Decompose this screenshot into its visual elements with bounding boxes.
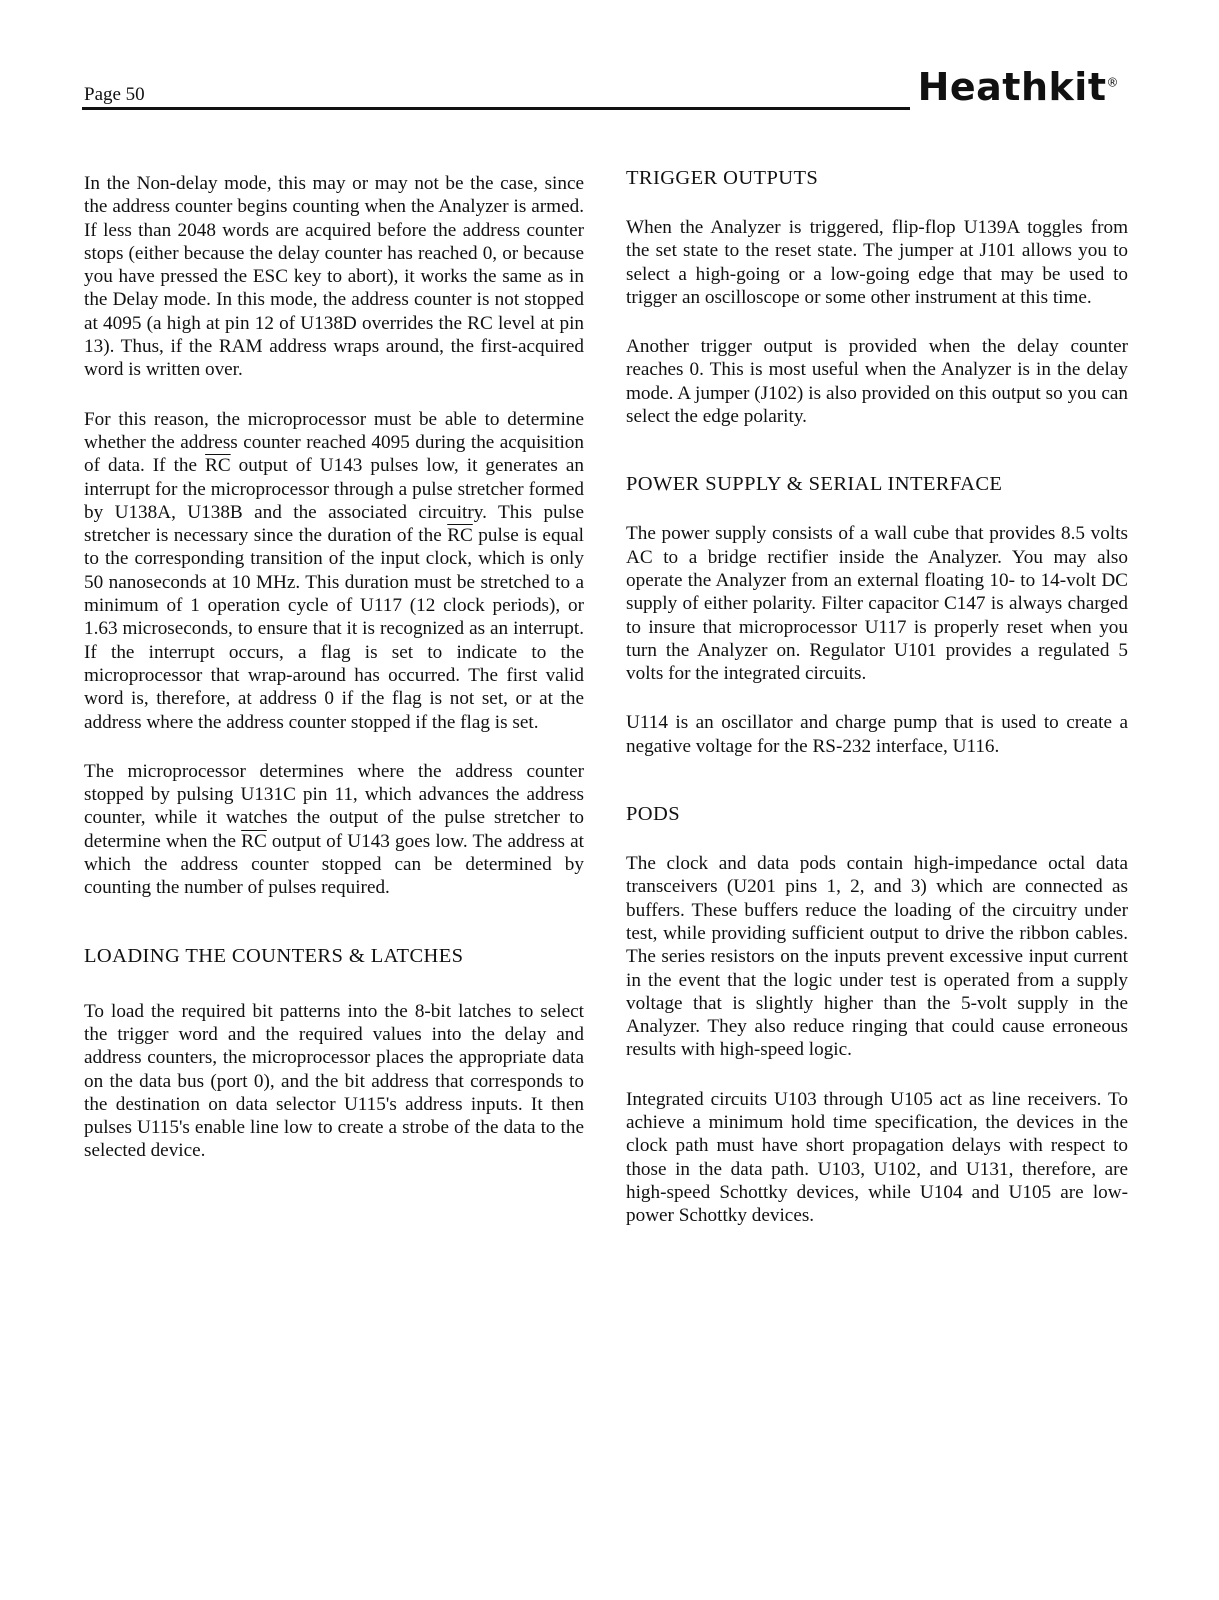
text-segment: The microprocessor determines where the address counter stopped by pulsing U131C pin 11, which advances the address counter, while it watches the output of the pulse stretcher to determine when the (84, 760, 584, 852)
text-segment: pulse is equal to the corresponding transition of the input clock, which is only 50 nanoseconds at 10 MHz. This duration must be stretched to a minimum of 1 operation cycle of U117 (12 clock periods), or 1.63 microseconds, to ensure that it is recognized as an interrupt. If the interrupt occurs, a flag is set to indicate to the microprocessor that wrap-around has occurred. The first valid word is, therefore, at address 0 if the flag is not set, or at the address where the address counter stopped if the flag is set. (84, 525, 584, 733)
heading-pods: PODS (626, 803, 681, 826)
rc-signal-overline: $\overline{RC}$ (205, 455, 231, 477)
paragraph-trigger-flipflop: When the Analyzer is triggered, flip-flop U139A toggles from the set state to the reset state. The jumper at J101 allows you to select a high-going or a low-going edge that may be used to trigger an oscilloscope or some other instrument at this time. (626, 217, 1128, 308)
paragraph-loading-latches: To load the required bit patterns into the 8-bit latches to select the trigger word and the required values into the delay and address counters, the microprocessor places the appropriate data on the data bus (port 0), and the bit address that corresponds to the destination on data selector U115's address inputs. It then pulses U115's enable line low to create a strobe of the data to the selected device. (84, 1000, 584, 1162)
brand-logo (917, 65, 1119, 109)
brand-registered-mark: ® (1106, 75, 1119, 90)
paragraph-power-supply: The power supply consists of a wall cube that provides 8.5 volts AC to a bridge rectifier inside the Analyzer. You may also operate the Analyzer from an external floating 10- to 14-volt DC supply of either polarity. Filter capacitor C147 is always charged to insure that microprocessor U117 is properly reset when you turn the Analyzer on. Regulator U101 provides a regulated 5 volts for the integrated circuits. (626, 523, 1128, 685)
header-rule (82, 107, 910, 110)
brand-name: Heathkit (917, 65, 1107, 109)
paragraph-wraparound (84, 408, 584, 734)
rc-signal-overline: $\overline{RC}$ (241, 830, 267, 852)
left-column (84, 172, 584, 1189)
paragraph-line-receivers: Integrated circuits U103 through U105 act as line receivers. To achieve a minimum hold time specification, the devices in the clock path must have short propagation delays with respect to those in the data path. U103, U102, and U131, therefore, are high-speed Schottky devices, while U104 and U105 are low-power Schottky devices. (626, 1088, 1128, 1227)
heading-loading-counters: LOADING THE COUNTERS & LATCHES (84, 944, 464, 967)
text-segment: output of U143 pulses low, it generates an interrupt for the microprocessor through a pulse stretcher formed by U138A, U138B and the associated circuitry. This pulse stretcher is necessary since the duration of the (84, 455, 584, 547)
paragraph-oscillator: U114 is an oscillator and charge pump that is used to create a negative voltage for the RS-232 interface, U116. (626, 712, 1128, 757)
right-column (626, 166, 1128, 1254)
heading-trigger-outputs: TRIGGER OUTPUTS (626, 167, 819, 189)
rc-signal-overline: $\overline{RC}$ (447, 525, 473, 547)
text-segment: For this reason, the microprocessor must be able to determine whether the address counter reached 4095 during the acquisition of data. If the (84, 408, 584, 477)
text-segment: output of U143 goes low. The address at which the address counter stopped can be determined by counting the number of pulses required. (84, 830, 584, 899)
paragraph-pods-buffers: The clock and data pods contain high-impedance octal data transceivers (U201 pins 1, 2, and 3) which are connected as buffers. These buffers reduce the loading of the circuitry under test, while providing sufficient output to drive the ribbon cables. The series resistors on the inputs prevent excessive input current in the event that the logic under test is operated from a supply voltage that is slightly higher than the 5-volt supply in the Analyzer. They also reduce ringing that could cause erroneous results with high-speed logic. (626, 853, 1128, 1061)
paragraph-non-delay-mode: In the Non-delay mode, this may or may not be the case, since the address counter begins counting when the Analyzer is armed. If less than 2048 words are acquired before the address counter stops (either because the delay counter has reached 0, or because you have pressed the ESC key to abort), it works the same as in the Delay mode. In this mode, the address counter is not stopped at 4095 (a high at pin 12 of U138D overrides the RC level at pin 13). Thus, if the RAM address wraps around, the first-acquired word is written over. (84, 173, 584, 381)
page-number: Page 50 (84, 84, 145, 105)
paragraph-delay-trigger: Another trigger output is provided when the delay counter reaches 0. This is most useful when the Analyzer is in the delay mode. A jumper (J102) is also provided on this output so you can select the edge polarity. (626, 336, 1128, 428)
paragraph-address-stop (84, 760, 584, 900)
heading-power-supply: POWER SUPPLY & SERIAL INTERFACE (626, 473, 1003, 496)
